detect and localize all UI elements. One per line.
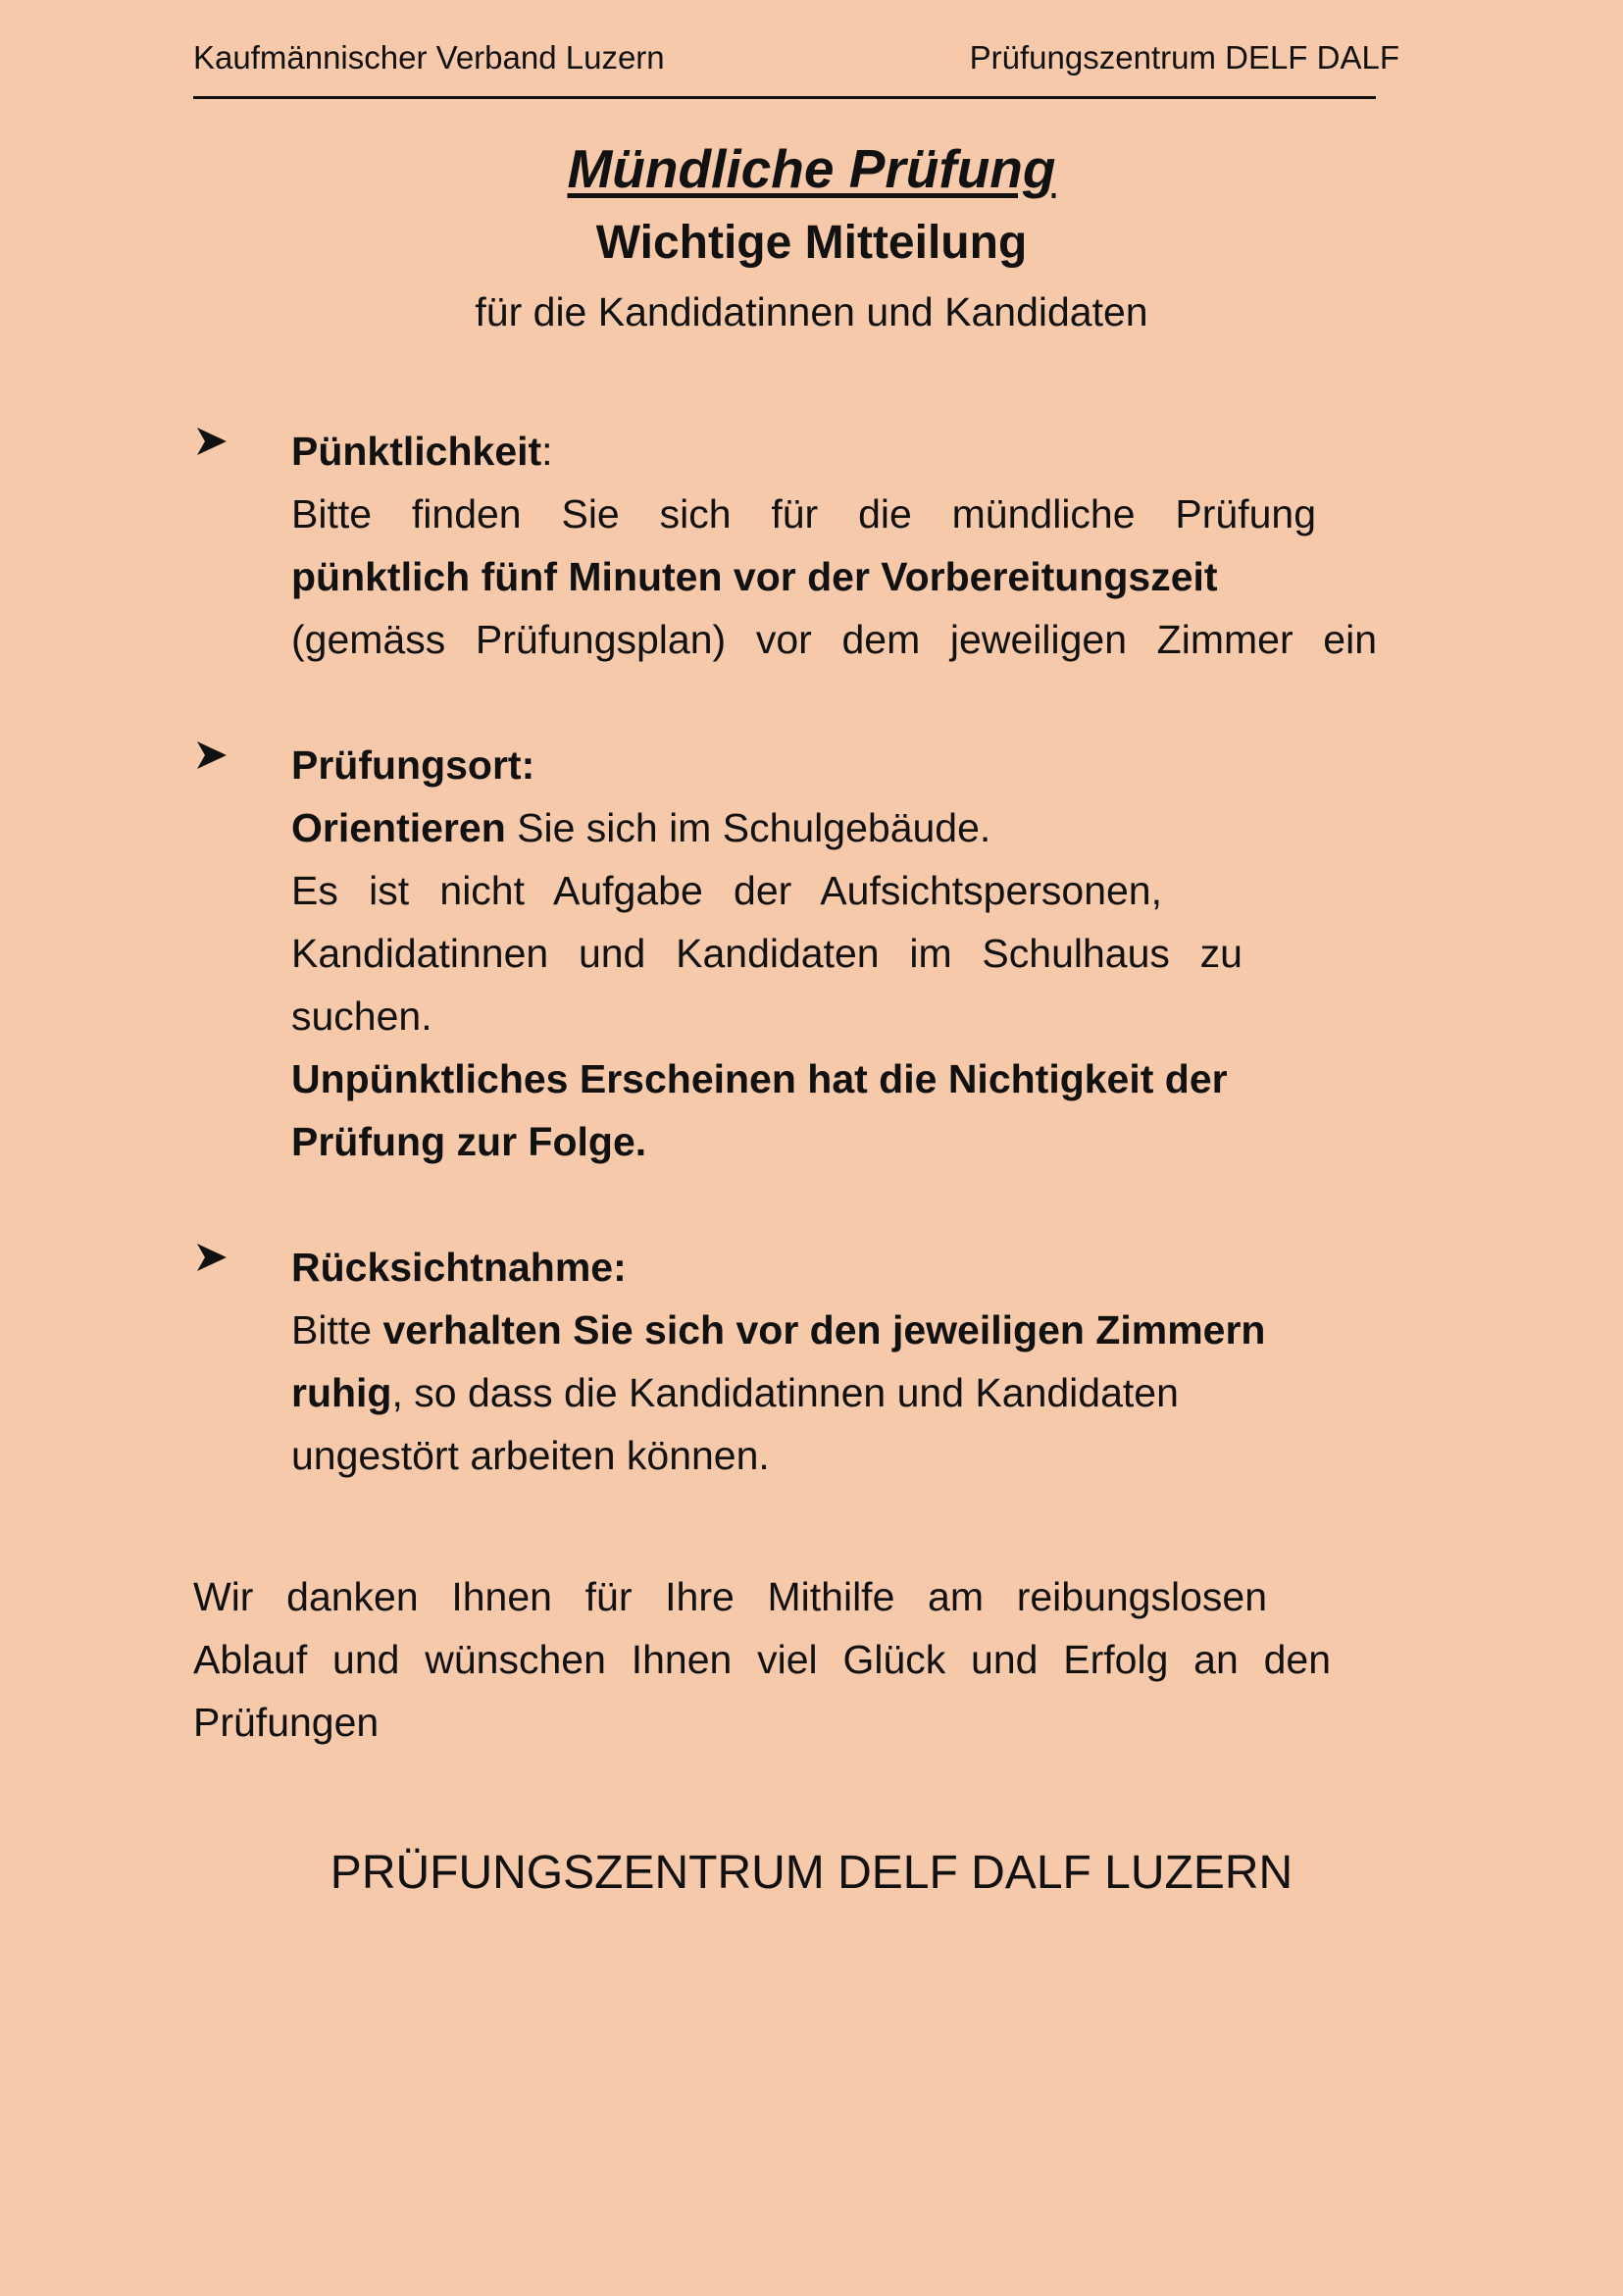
paragraph-line-bold <box>291 1110 1399 1173</box>
arrowhead-bullet-icon <box>193 736 232 775</box>
header-exam-center: Prüfungszentrum DELF DALF <box>969 39 1399 76</box>
paragraph-line: suchen. <box>291 994 432 1039</box>
bold-text: Orientieren <box>291 805 506 850</box>
paragraph-line <box>291 796 1399 859</box>
document-audience: für die Kandidatinnen und Kandidaten <box>475 289 1148 334</box>
paragraph-line-bold <box>291 1047 1399 1110</box>
section-title: Pünktlichkeit <box>291 429 542 474</box>
arrowhead-bullet-icon <box>193 1238 232 1277</box>
header-divider <box>193 96 1376 99</box>
paragraph-line-bold <box>291 545 1399 608</box>
document-footer-signature: PRÜFUNGSZENTRUM DELF DALF LUZERN <box>330 1847 1293 1899</box>
section-title-colon: : <box>541 429 553 474</box>
paragraph-line: Wir danken Ihnen für Ihre Mithilfe am reibungslosen <box>193 1574 1267 1619</box>
paragraph-line: Es ist nicht Aufgabe der Aufsichtspersonen, <box>291 868 1162 913</box>
page-header <box>193 39 1399 77</box>
paragraph-line <box>291 1361 1399 1424</box>
section-punctuality <box>193 420 1399 671</box>
bold-text: Prüfung zur Folge. <box>291 1119 647 1164</box>
regular-text: Bitte <box>291 1307 383 1352</box>
paragraph-line: Ablauf und wünschen Ihnen viel Glück und Erfolg an den <box>193 1637 1331 1682</box>
arrowhead-bullet-icon <box>193 422 232 461</box>
bold-text: ruhig <box>291 1370 392 1415</box>
paragraph-line <box>291 1299 1399 1361</box>
paragraph-line: Kandidatinnen und Kandidaten im Schulhaus zu <box>291 931 1243 976</box>
bold-text: pünktlich fünf Minuten vor der Vorbereitungszeit <box>291 554 1218 599</box>
document-title: Mündliche Prüfung <box>567 138 1056 199</box>
document-subtitle: Wichtige Mitteilung <box>595 217 1028 269</box>
bold-text: Unpünktliches Erscheinen hat die Nichtigkeit der <box>291 1056 1228 1101</box>
closing-paragraph <box>193 1565 1331 1754</box>
header-organization: Kaufmännischer Verband Luzern <box>193 39 665 76</box>
regular-text: Sie sich im Schulgebäude. <box>505 805 991 850</box>
section-consideration <box>193 1236 1399 1487</box>
paragraph-line: ungestört arbeiten können. <box>291 1433 770 1478</box>
regular-text: , so dass die Kandidatinnen und Kandidaten <box>391 1370 1179 1415</box>
paragraph-line: Bitte finden Sie sich für die mündliche Prüfung <box>291 491 1316 536</box>
paragraph-line: Prüfungen <box>193 1700 380 1745</box>
paragraph-line: (gemäss Prüfungsplan) vor dem jeweiligen Zimmer ein <box>291 617 1377 662</box>
section-location <box>193 734 1399 1173</box>
section-punctuality-heading <box>291 420 1399 483</box>
section-title: Prüfungsort: <box>291 742 535 788</box>
section-title: Rücksichtnahme: <box>291 1245 627 1290</box>
bold-text: verhalten Sie sich vor den jeweiligen Zimmern <box>382 1307 1266 1352</box>
